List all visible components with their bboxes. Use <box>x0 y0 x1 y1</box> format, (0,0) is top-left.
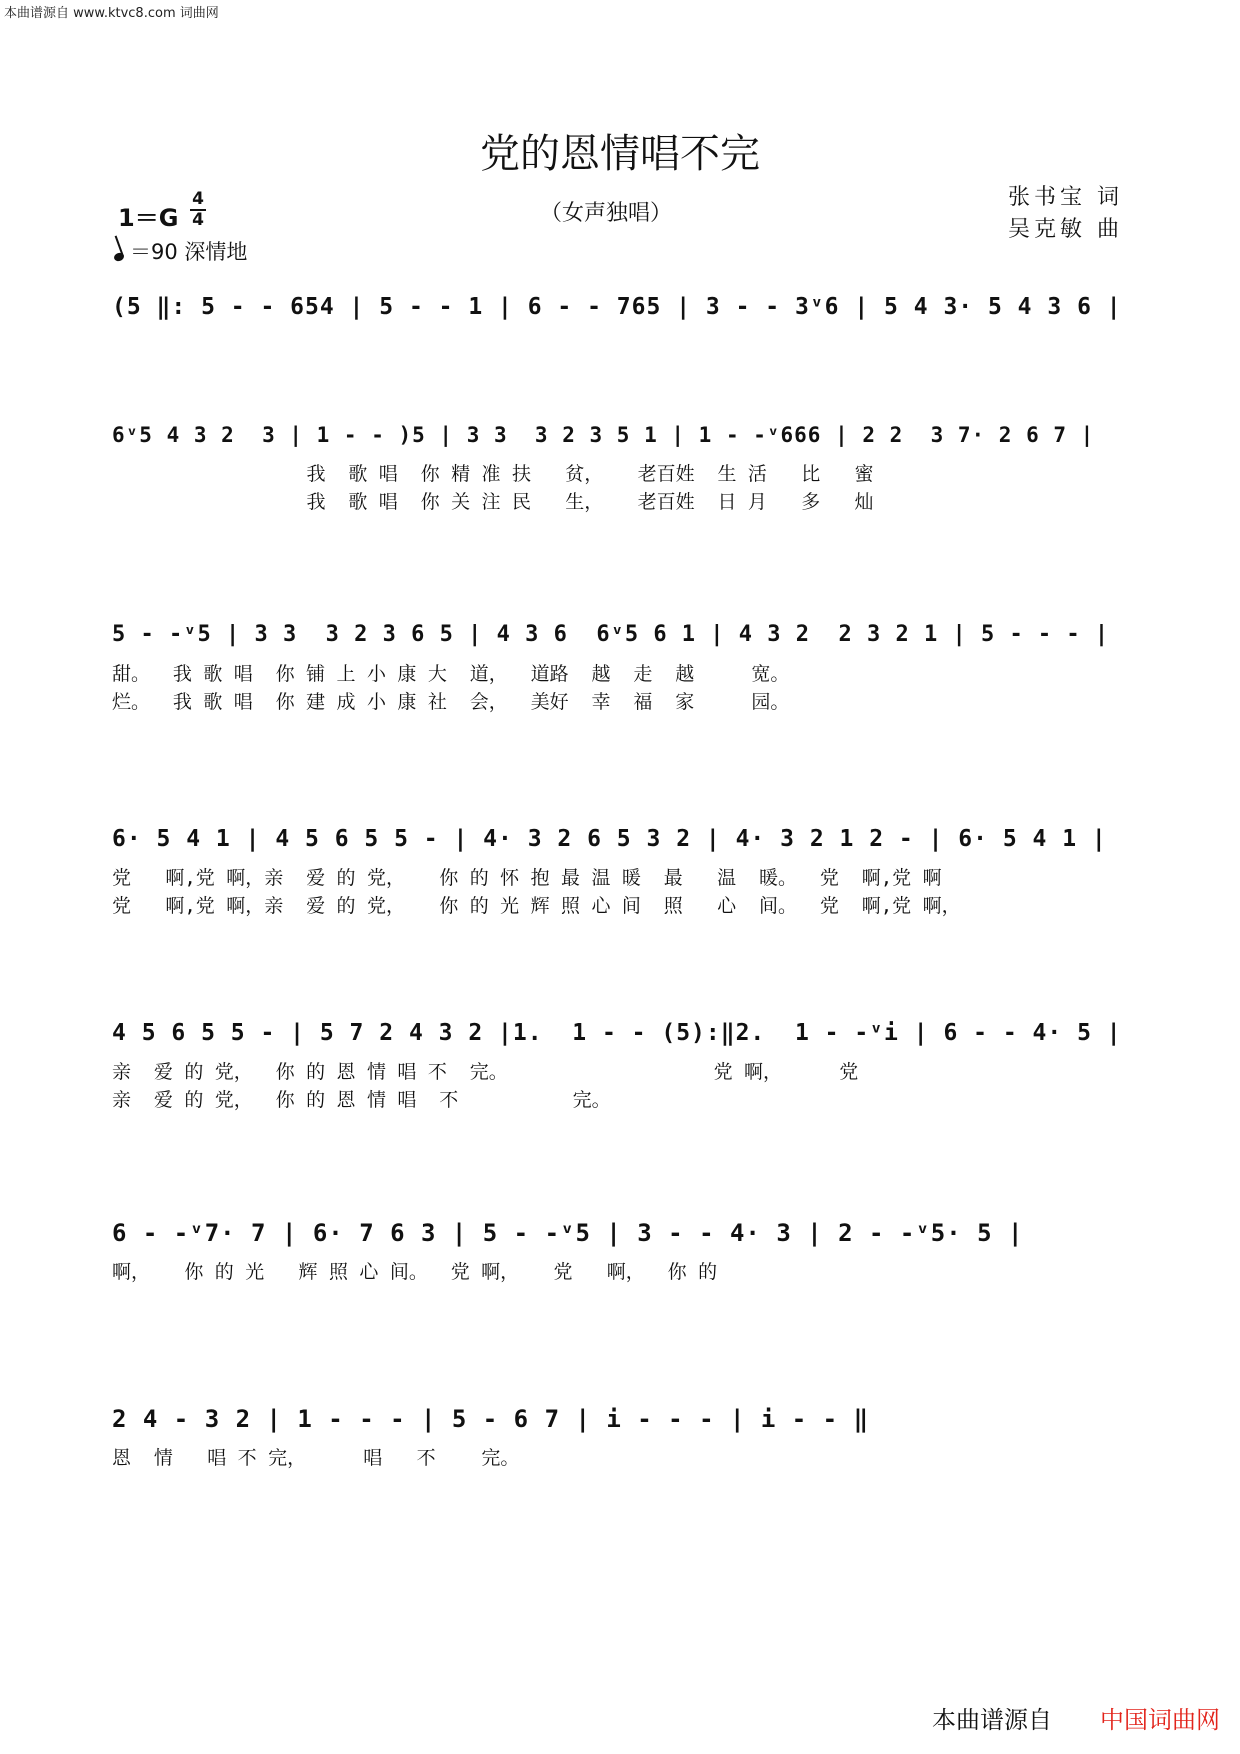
lyric-row: 烂。 我 歌 唱 你 建 成 小 康 社 会， 美好 幸 福 家 园。 <box>112 691 790 713</box>
lyric-row: 恩 情 唱 不 完， 唱 不 完。 <box>112 1447 520 1469</box>
top-watermark: 本曲谱源自 www.ktvc8.com 词曲网 <box>4 6 219 21</box>
lyric-row: 甜。 我 歌 唱 你 铺 上 小 康 大 道， 道路 越 走 越 宽。 <box>112 663 790 685</box>
notation-row: (5 ‖: 5 - - 654 | 5 - - 1 | 6 - - 765 | 3 - - 3ᵛ6 | 5 4 3· 5 4 3 6 | <box>112 294 1122 320</box>
notation-row: 2 4 - 3 2 | 1 - - - | 5 - 6 7 | i - - - | i - - ‖ <box>112 1405 870 1433</box>
score-line <box>112 290 1122 324</box>
notation-row: 6 - -ᵛ7· 7 | 6· 7 6 3 | 5 - -ᵛ5 | 3 - - 4· 3 | 2 - -ᵛ5· 5 | <box>112 1219 1024 1247</box>
score-line <box>112 822 1122 920</box>
notation-row: 4 5 6 5 5 - | 5 7 2 4 3 2 |1. 1 - - (5):‖2. 1 - -ᵛi | 6 - - 4· 5 | <box>112 1020 1122 1046</box>
score-line <box>112 1016 1122 1114</box>
song-subtitle: （女声独唱） <box>540 201 673 226</box>
lyric-row: 我 歌 唱 你 精 准 扶 贫， 老百姓 生 活 比 蜜 <box>112 463 874 485</box>
meter-bottom: 4 <box>192 210 204 230</box>
score-line <box>112 418 1122 516</box>
lyric-row: 我 歌 唱 你 关 注 民 生， 老百姓 日 月 多 灿 <box>112 491 874 513</box>
score-line <box>112 1216 1122 1286</box>
song-title: 党的恩情唱不完 <box>480 131 760 177</box>
meter-top: 4 <box>192 189 204 209</box>
lyric-row: 党 啊,党 啊，亲 爱 的 党， 你 的 怀 抱 最 温 暖 最 温 暖。 党 啊,党 啊 <box>112 867 942 889</box>
bottom-watermark-brand: 中国词曲网 <box>1100 1706 1220 1734</box>
bottom-watermark-source: 本曲谱源自 <box>932 1706 1052 1734</box>
tempo-text: ＝90 深情地 <box>130 240 248 264</box>
quarter-note-icon <box>113 252 125 263</box>
composer-credit: 吴克敏 曲 <box>1008 217 1123 242</box>
lyric-row: 亲 爱 的 党， 你 的 恩 情 唱 不 完。 党 啊， 党 <box>112 1061 859 1083</box>
key-signature: 1＝G <box>118 204 179 232</box>
lyric-row: 亲 爱 的 党， 你 的 恩 情 唱 不 完。 <box>112 1089 611 1111</box>
notation-row: 5 - -ᵛ5 | 3 3 3 2 3 6 5 | 4 3 6 6ᵛ5 6 1 | 4 3 2 2 3 2 1 | 5 - - - | <box>112 622 1110 647</box>
lyric-row: 党 啊,党 啊，亲 爱 的 党， 你 的 光 辉 照 心 间 照 心 间。 党 啊,党 啊， <box>112 895 961 917</box>
lyricist-credit: 张书宝 词 <box>1008 185 1123 210</box>
lyric-row: 啊， 你 的 光 辉 照 心 间。 党 啊， 党 啊， 你 的 <box>112 1261 718 1283</box>
time-signature <box>190 190 206 230</box>
notation-row: 6· 5 4 1 | 4 5 6 5 5 - | 4· 3 2 6 5 3 2 | 4· 3 2 1 2 - | 6· 5 4 1 | <box>112 826 1107 852</box>
score-line <box>112 1402 1122 1472</box>
tempo-marking <box>114 236 247 266</box>
notation-row: 6ᵛ5 4 3 2 3 | 1 - - )5 | 3 3 3 2 3 5 1 | 1 - -ᵛ666 | 2 2 3 7· 2 6 7 | <box>112 423 1095 447</box>
score-line <box>112 618 1122 716</box>
